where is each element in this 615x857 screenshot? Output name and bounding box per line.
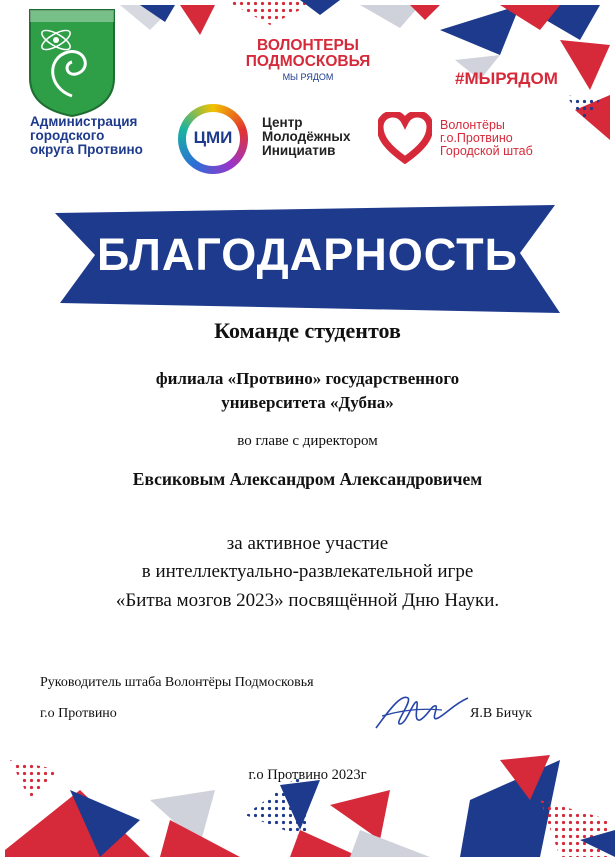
- reason-line: в интеллектуально-развлекательной игре: [141, 561, 474, 582]
- organization-line: университета «Дубна»: [221, 393, 394, 412]
- cmi-badge-text: ЦМИ: [193, 128, 233, 147]
- reason-line: «Битва мозгов 2023» посвящённой Дню Науки.: [115, 590, 500, 611]
- admin-coat-of-arms: [28, 8, 116, 118]
- hashtag-label: #МЫРЯДОМ: [455, 69, 558, 88]
- cmi-logo-text: [262, 116, 350, 159]
- admin-line: городского: [30, 128, 105, 144]
- reason-line: за активное участие: [226, 533, 389, 554]
- volunteers-city-text: [440, 119, 533, 158]
- organization-line: филиала «Протвино» государственного: [155, 369, 460, 388]
- admin-line: Администрация: [30, 114, 138, 129]
- admin-line: округа Протвино: [30, 142, 143, 158]
- volunteers-region-line2: ПОДМОСКОВЬЯ: [245, 53, 371, 71]
- head-intro: во главе с директором: [237, 433, 378, 449]
- place-and-year: г.о Протвино 2023г: [248, 767, 367, 783]
- handwritten-signature: [372, 686, 472, 736]
- signatory-city: г.о Протвино: [40, 706, 117, 721]
- cmi-line: Инициатив: [262, 143, 336, 159]
- director-name: Евсиковым Александром Александровичем: [132, 469, 483, 489]
- volunteers-region-logo: [238, 38, 378, 82]
- signatory-position: Руководитель штаба Волонтёры Подмосковья: [40, 675, 314, 690]
- cmi-line: Центр: [262, 115, 303, 130]
- volunteers-city-line: Волонтёры: [440, 118, 505, 132]
- volunteers-region-line1: ВОЛОНТЕРЫ: [257, 37, 359, 54]
- recipient-heading: Команде студентов: [214, 318, 401, 343]
- heart-icon: [378, 112, 432, 164]
- volunteers-city-line: Городской штаб: [440, 144, 533, 159]
- cmi-logo: [178, 104, 248, 174]
- certificate-title: БЛАГОДАРНОСТЬ: [97, 229, 518, 280]
- volunteers-city-line: г.о.Протвино: [440, 131, 513, 146]
- admin-logo-text: [30, 115, 143, 158]
- signatory-name: Я.В Бичук: [470, 706, 533, 721]
- cmi-line: Молодёжных: [262, 129, 351, 145]
- volunteers-region-tagline: МЫ РЯДОМ: [282, 71, 334, 82]
